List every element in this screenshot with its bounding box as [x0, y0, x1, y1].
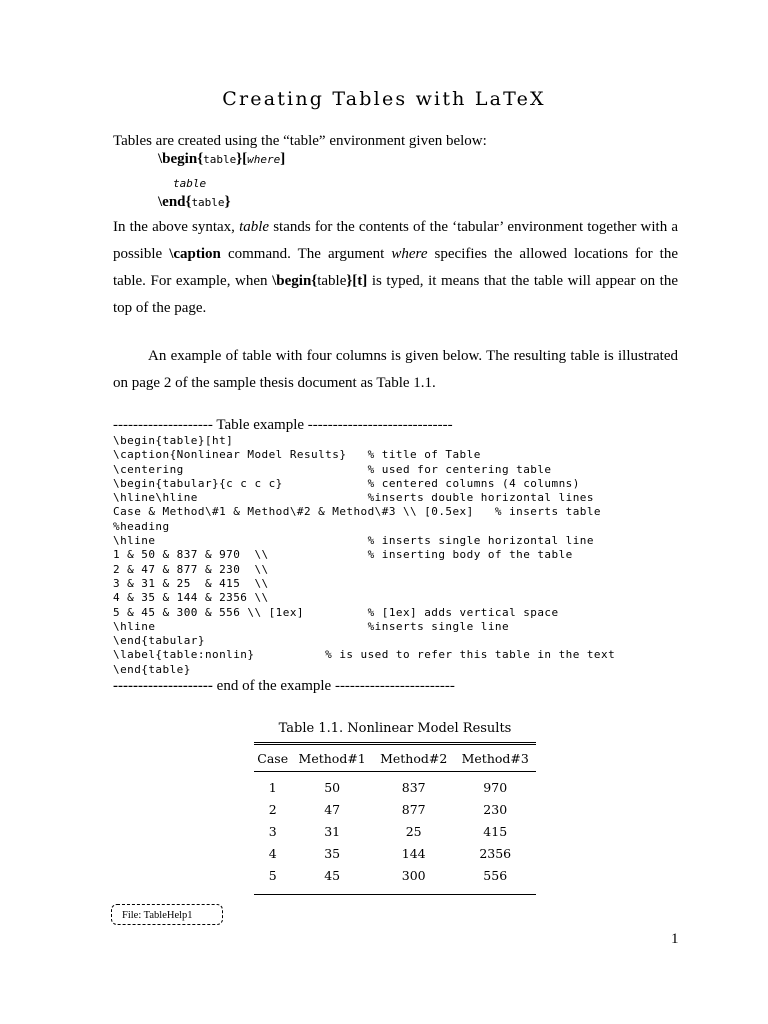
syntax-body-line	[173, 175, 206, 191]
table-cell: 4	[268, 845, 277, 861]
begin-argument: table	[203, 153, 237, 166]
file-label: File: TableHelp1	[111, 904, 223, 925]
code-line: \begin{tabular}{c c c c} % centered columns (4 columns)	[113, 476, 580, 490]
example-end-divider: -------------------- end of the example ------------------------	[113, 678, 455, 694]
code-line: \end{tabular}	[113, 634, 205, 648]
code-line: \hline\hline %inserts double horizontal lines	[113, 491, 594, 505]
syntax-end-line: \end{table}	[158, 194, 231, 210]
table-row	[254, 864, 536, 895]
intro-paragraph: Tables are created using the “table” environment given below:	[113, 133, 487, 149]
table-cell: 1	[268, 779, 277, 795]
table-row	[254, 772, 536, 799]
code-line: \label{table:nonlin} % is used to refer this table in the text	[113, 648, 616, 662]
table-row	[254, 820, 536, 842]
table-header-cell: Method#1	[291, 744, 373, 772]
table-row	[254, 842, 536, 864]
table-cell: 3	[268, 823, 277, 839]
results-table	[254, 742, 536, 895]
table-cell: 144	[401, 845, 426, 861]
table-header-cell: Case	[254, 744, 291, 772]
table-row	[254, 798, 536, 820]
code-line: \centering % used for centering table	[113, 462, 552, 476]
table-cell: 300	[373, 864, 455, 895]
latex-code-block	[113, 434, 615, 677]
code-line: 5 & 45 & 300 & 556 \\ [1ex] % [1ex] adds vertical space	[113, 605, 559, 619]
code-line: Case & Method\#1 & Method\#2 & Method\#3 \\ [0.5ex] % inserts table	[113, 505, 602, 519]
code-line: 1 & 50 & 837 & 970 \\ % inserting body of the table	[113, 548, 573, 562]
code-line: \caption{Nonlinear Model Results} % title of Table	[113, 448, 481, 462]
table-cell: 25	[405, 823, 422, 839]
table-cell: 415	[483, 823, 508, 839]
syntax-explanation-paragraph: In the above syntax, table stands for the contents of the ‘tabular’ environment together with a possible \caption command. The argument where specifies the allowed locations for the table. For example, when \begin{table}[t] is typed, it means that the table will appear on the top of the page.	[113, 219, 678, 316]
table-header-cell: Method#3	[454, 744, 536, 772]
code-line: \begin{table}[ht]	[113, 434, 234, 447]
code-line: 3 & 31 & 25 & 415 \\	[113, 576, 269, 590]
table-cell: 45	[291, 864, 373, 895]
code-line: %heading	[113, 519, 170, 533]
table-cell: 2356	[479, 845, 512, 861]
page-number: 1	[671, 931, 679, 947]
table-header-cell: Method#2	[373, 744, 455, 772]
page-title: Creating Tables with LaTeX	[222, 88, 546, 110]
table-cell: 877	[401, 801, 426, 817]
table-cell: 556	[454, 864, 536, 895]
table-cell: 31	[324, 823, 341, 839]
begin-keyword: \begin	[158, 151, 198, 167]
table-cell: 837	[401, 779, 426, 795]
code-line: 2 & 47 & 877 & 230 \\	[113, 562, 269, 576]
table-cell: 970	[483, 779, 508, 795]
syntax-body: table	[173, 177, 207, 190]
table-cell: 5	[254, 864, 291, 895]
example-start-divider: -------------------- Table example -----------------------------	[113, 417, 453, 433]
table-body	[254, 772, 536, 895]
table-cell: 230	[483, 801, 508, 817]
table-cell: 35	[324, 845, 341, 861]
table-cell: 2	[268, 801, 277, 817]
end-keyword: \end	[158, 194, 186, 210]
begin-option: where	[247, 153, 281, 166]
syntax-begin-line: \begin{table}[where]	[158, 151, 286, 167]
example-intro-paragraph: An example of table with four columns is given below. The resulting table is illustrated on page 2 of the sample thesis document as Table 1.1.	[113, 348, 678, 391]
table-caption: Table 1.1. Nonlinear Model Results	[278, 721, 512, 736]
code-line: 4 & 35 & 144 & 2356 \\	[113, 591, 269, 605]
end-argument: table	[191, 196, 225, 209]
code-line: \hline % inserts single horizontal line	[113, 534, 594, 548]
table-cell: 47	[324, 801, 341, 817]
code-line: \hline %inserts single line	[113, 619, 510, 633]
code-line: \end{table}	[113, 662, 191, 676]
table-header-row	[254, 744, 536, 772]
table-cell: 50	[324, 779, 341, 795]
